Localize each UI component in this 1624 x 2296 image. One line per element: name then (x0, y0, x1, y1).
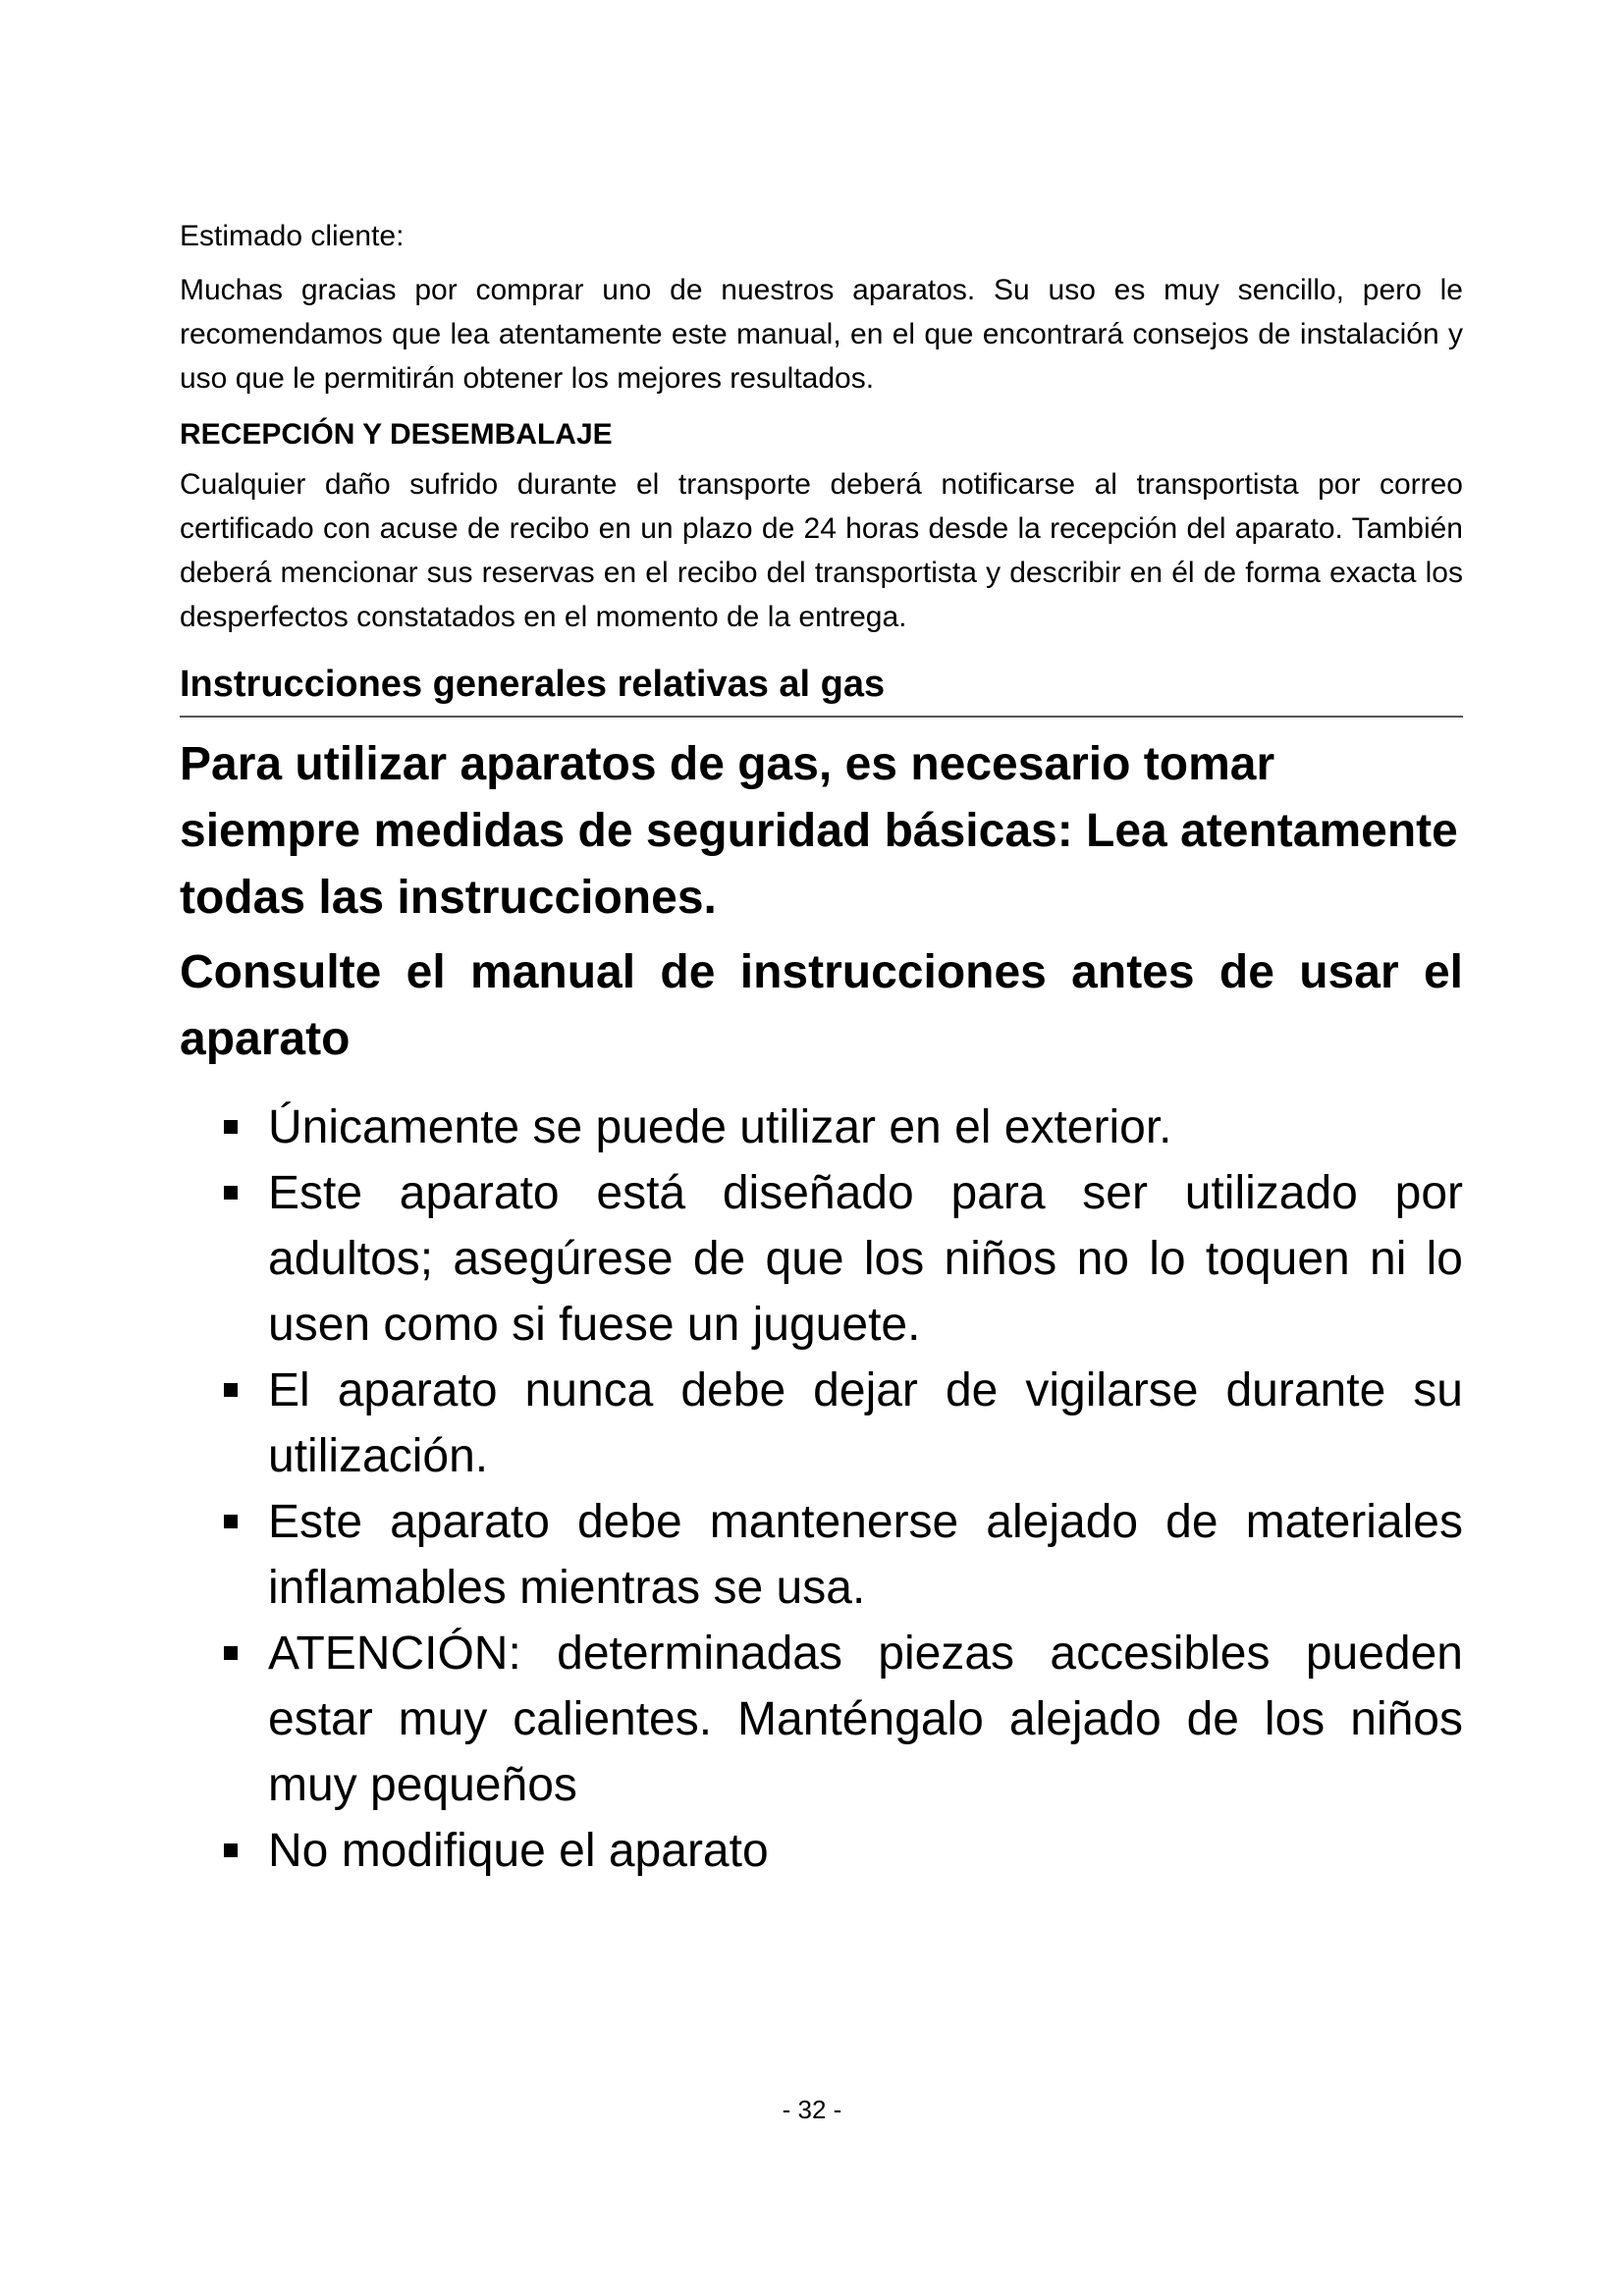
list-item-text: Este aparato está diseñado para ser utilizado por adultos; asegúrese de que los niños no lo toquen ni lo usen como si fuese un juguete. (268, 1167, 1463, 1351)
greeting: Estimado cliente: (180, 220, 405, 252)
intro-paragraph: Muchas gracias por comprar uno de nuestros aparatos. Su uso es muy sencillo, pero le recomendamos que lea atentamente este manual, en el que encontrará consejos de instalación y uso que le permitirán obtener los mejores resultados. (180, 274, 1463, 395)
consult-manual-notice: Consulte el manual de instrucciones antes de usar el aparato (180, 946, 1463, 1065)
gas-instructions-heading: Instrucciones generales relativas al gas (180, 659, 1463, 718)
list-item-text: Este aparato debe mantenerse alejado de materiales inflamables mientras se usa. (268, 1496, 1463, 1614)
list-item (224, 1358, 1463, 1489)
square-bullet-icon (224, 1515, 238, 1528)
list-item-text: No modifique el aparato (268, 1825, 769, 1877)
square-bullet-icon (224, 1186, 238, 1200)
list-item (224, 1095, 1463, 1160)
page-content (180, 214, 1463, 1884)
square-bullet-icon (224, 1120, 238, 1134)
list-item-text: El aparato nunca debe dejar de vigilarse durante su utilización. (268, 1364, 1463, 1482)
list-item-text: ATENCIÓN: determinadas piezas accesibles pueden estar muy calientes. Manténgalo alejado de los niños muy pequeños (268, 1628, 1463, 1811)
safety-bullet-list (180, 1095, 1463, 1884)
list-item (224, 1160, 1463, 1358)
square-bullet-icon (224, 1646, 238, 1660)
reception-heading: RECEPCIÓN Y DESEMBALAJE (180, 418, 613, 451)
square-bullet-icon (224, 1843, 238, 1857)
list-item (224, 1621, 1463, 1818)
list-item (224, 1489, 1463, 1621)
list-item-text: Únicamente se puede utilizar en el exterior. (268, 1101, 1172, 1153)
list-item (224, 1818, 1463, 1884)
page-number: - 32 - (782, 2095, 842, 2124)
safety-warning: Para utilizar aparatos de gas, es necesario tomar siempre medidas de seguridad básicas: Lea atentamente todas las instrucciones. (180, 738, 1458, 924)
reception-paragraph: Cualquier daño sufrido durante el transporte deberá notificarse al transportista por correo certificado con acuse de recibo en un plazo de 24 horas desde la recepción del aparato. También deberá mencionar sus reservas en el recibo del transportista y describir en él de forma exacta los desperfectos constatados en el momento de la entrega. (180, 468, 1463, 633)
square-bullet-icon (224, 1383, 238, 1397)
